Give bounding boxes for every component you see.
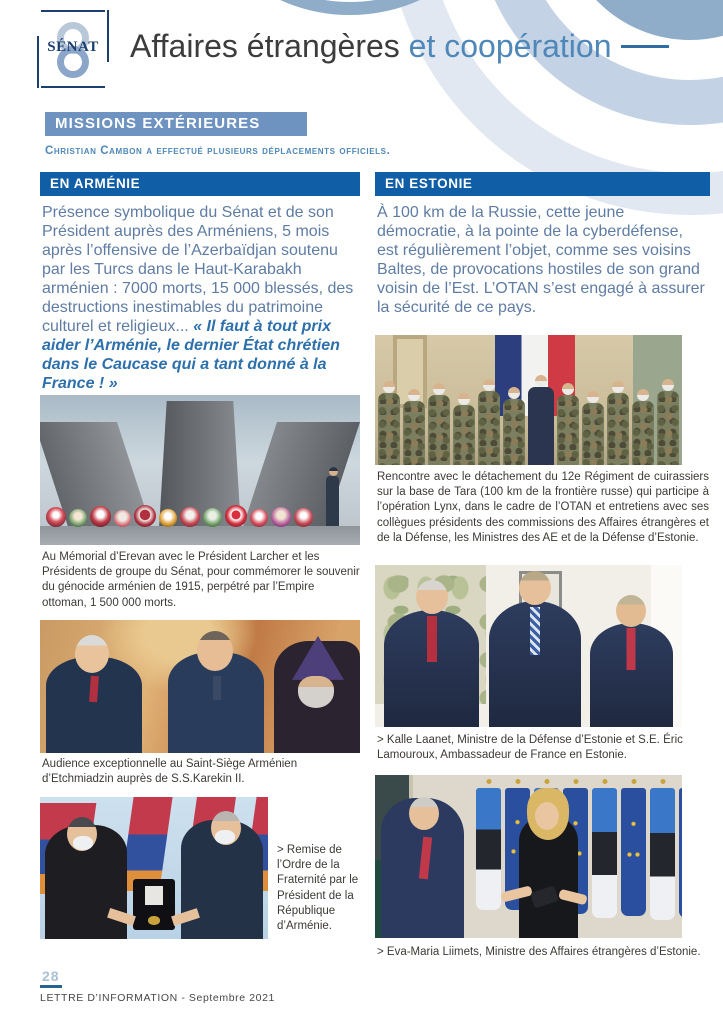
medal-card — [145, 886, 163, 904]
photo-order-fraternity — [40, 797, 268, 939]
logo-rule-top — [41, 10, 105, 12]
memorial-guard-head — [329, 467, 338, 476]
figure-left-red-tie — [89, 676, 99, 702]
memorial-ground — [40, 526, 360, 546]
intro-line: Christian Cambon a effectué plusieurs déplacements officiels. — [45, 145, 391, 157]
soldier — [657, 391, 679, 465]
estonia-photo3-caption: > Eva-Maria Liimets, Ministre des Affaires étrangères d’Estonie. — [377, 946, 701, 958]
soldier — [582, 403, 604, 465]
title-dash — [621, 45, 669, 48]
wreath — [69, 509, 87, 527]
soldier — [428, 395, 450, 465]
eu-flag — [679, 788, 682, 918]
page-title-black: Affaires étrangères — [130, 28, 400, 64]
soldier — [453, 405, 475, 465]
section-banner: MISSIONS EXTÉRIEURES — [45, 112, 307, 136]
estonia-banner: EN ESTONIE — [375, 172, 710, 196]
wreath — [114, 510, 131, 527]
soldiers-row — [378, 353, 679, 465]
estonian-flag — [476, 788, 501, 910]
soldier — [403, 401, 425, 465]
memorial-wreaths — [46, 476, 328, 527]
figure-center-tie — [213, 676, 221, 700]
page-title-blue: et coopération — [399, 28, 612, 64]
karekin-face-beard — [298, 676, 334, 708]
soldier — [632, 401, 654, 465]
photo-defence-minister — [375, 565, 682, 727]
cambon-mask — [215, 830, 235, 844]
memorial-guard — [326, 476, 339, 526]
soldier — [503, 399, 525, 465]
armenian-flag — [120, 797, 172, 891]
head — [416, 580, 448, 614]
flags-row — [476, 788, 679, 925]
president-mask — [73, 836, 93, 850]
cambon-figure — [528, 387, 554, 465]
logo-rule-bottom — [41, 86, 105, 88]
armenia-photo2-caption: Audience exceptionnelle au Saint-Siège Arménien d’Etchmiadzin auprès de S.S.Karekin II. — [42, 758, 298, 786]
wreath — [225, 505, 247, 527]
wreath — [203, 508, 222, 527]
cambon-head — [409, 797, 439, 830]
estonia-body: À 100 km de la Russie, cette jeune démocratie, à la pointe de la cyberdéfense, est régulièrement l’objet, comme ses voisins Baltes, de provocations hostiles de son grand voisin de l’Est. L’OTAN s’est engagé à assurer la sécurité de ce pays. — [377, 204, 705, 316]
armenia-quote: « Il faut à tout prix aider l’Arménie, le dernier État chrétien dans le Caucase qui a tant donné à la France ! » — [42, 318, 340, 392]
armenia-body-text: Présence symbolique du Sénat et de son Président auprès des Arméniens, 5 mois après l’offensive de l’Azerbaïdjan soutenu par les Turcs dans le Haut-Karabakh arménien : 7000 morts, 15 000 blessés, des destructions inestimables du patrimoine culturel et religieux... — [42, 204, 354, 335]
wreath — [46, 507, 66, 527]
estonia-photo2-caption: > Kalle Laanet, Ministre de la Défense d’Estonie et S.E. Éric Lamouroux, Ambassadeur de France en Estonie. — [377, 734, 683, 762]
wreath — [271, 507, 291, 527]
senat-logo — [37, 10, 109, 88]
striped-tie — [530, 607, 540, 655]
photo-memorial-erevan — [40, 395, 360, 545]
soldier — [557, 395, 579, 465]
soldier — [378, 393, 400, 465]
estonia-photo1-caption: Rencontre avec le détachement du 12e Régiment de cuirassiers sur la base de Tara (100 km de la frontière russe) qui participe à l’opération Lynx, dans le cadre de l’OTAN et entretiens avec ses collègues présidents des commissions des Affaires étrangères et de la Défense, les Ministres des AE et de la Défense d’Estonie. — [377, 471, 709, 544]
wreath — [134, 505, 156, 527]
armenia-body — [42, 203, 360, 393]
minister-face — [535, 802, 559, 830]
head — [616, 595, 646, 627]
soldier — [478, 391, 500, 465]
photo-foreign-minister — [375, 775, 682, 938]
footer-text: LETTRE D’INFORMATION - Septembre 2021 — [40, 992, 275, 1004]
estonian-flag — [650, 788, 675, 920]
armenia-banner: EN ARMÉNIE — [40, 172, 360, 196]
wreath — [180, 507, 200, 527]
armenia-photo1-caption: Au Mémorial d’Erevan avec le Président Larcher et les Présidents de groupe du Sénat, pour commémorer le souvenir du génocide arménien de 1915, perpétré par l’Empire ottoman, 1 500 000 morts. — [42, 551, 360, 609]
wreath — [294, 508, 313, 527]
wreath — [250, 509, 268, 527]
photo-soldiers-tapa — [375, 335, 682, 465]
soldier — [607, 393, 629, 465]
logo-wordmark: SÉNAT — [47, 39, 99, 55]
wreath — [159, 509, 177, 527]
eu-flag — [621, 788, 646, 916]
page-title — [130, 28, 669, 65]
head — [519, 571, 551, 605]
figure-center-head — [197, 631, 233, 671]
suit-figure-center — [489, 601, 581, 727]
medal — [148, 916, 159, 925]
armenia-photo3-caption: > Remise de l’Ordre de la Fraternité par le Président de la République d’Arménie. — [277, 844, 359, 932]
wreath — [90, 506, 111, 527]
red-tie — [627, 628, 636, 670]
page-number: 28 — [40, 968, 62, 988]
estonian-flag — [592, 788, 617, 918]
suit-figure-left — [384, 610, 479, 727]
red-tie — [427, 616, 437, 662]
suit-figure-right — [590, 623, 673, 727]
photo-etchmiadzin-audience — [40, 620, 360, 753]
